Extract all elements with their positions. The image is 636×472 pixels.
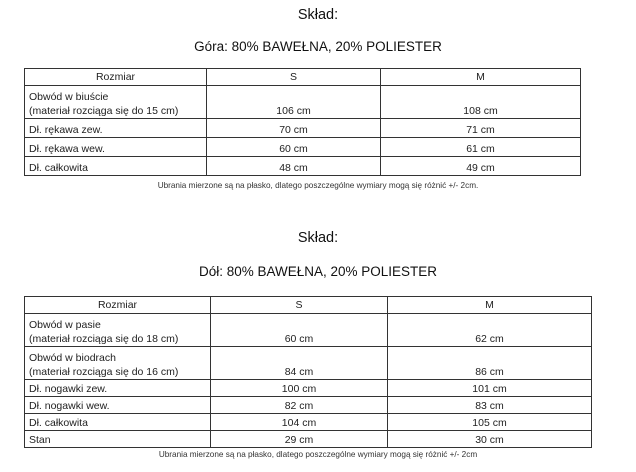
- column-header-s: S: [211, 297, 388, 314]
- row-label: [25, 314, 211, 347]
- cell-m: 71 cm: [381, 119, 581, 138]
- cell-s: 84 cm: [211, 347, 388, 380]
- cell-s: 48 cm: [207, 157, 381, 176]
- cell-s: 70 cm: [207, 119, 381, 138]
- cell-m: 108 cm: [381, 86, 581, 119]
- row-label-line: Obwód w biodrach: [29, 352, 116, 364]
- bottom-composition: Dół: 80% BAWEŁNA, 20% POLIESTER: [198, 264, 438, 279]
- row-label-line: Obwód w biuście: [29, 91, 109, 103]
- table-row: [25, 397, 592, 414]
- cell-s: 106 cm: [207, 86, 381, 119]
- table-row: [25, 347, 592, 380]
- table-row: [25, 414, 592, 431]
- table-row: [25, 431, 592, 448]
- table-row: [25, 314, 592, 347]
- row-label: [25, 86, 207, 119]
- row-label-line: Obwód w pasie: [29, 319, 101, 331]
- column-header-size: Rozmiar: [25, 297, 211, 314]
- column-header-size: Rozmiar: [25, 69, 207, 86]
- row-label: Stan: [25, 431, 211, 448]
- cell-m: 61 cm: [381, 138, 581, 157]
- row-label: Dł. całkowita: [25, 157, 207, 176]
- bottom-size-table: [24, 296, 592, 448]
- row-label: Dł. całkowita: [25, 414, 211, 431]
- cell-m: 49 cm: [381, 157, 581, 176]
- table-row: [25, 86, 581, 119]
- top-composition: Góra: 80% BAWEŁNA, 20% POLIESTER: [194, 39, 442, 54]
- cell-s: 60 cm: [211, 314, 388, 347]
- column-header-s: S: [207, 69, 381, 86]
- top-heading: Skład:: [297, 7, 339, 23]
- cell-m: 101 cm: [388, 380, 592, 397]
- table-row: [25, 138, 581, 157]
- cell-m: 30 cm: [388, 431, 592, 448]
- table-header-row: [25, 297, 592, 314]
- row-label-note: (materiał rozciąga się do 16 cm): [29, 366, 179, 378]
- cell-m: 62 cm: [388, 314, 592, 347]
- cell-m: 86 cm: [388, 347, 592, 380]
- column-header-m: M: [381, 69, 581, 86]
- row-label: Dł. rękawa zew.: [25, 119, 207, 138]
- column-header-m: M: [388, 297, 592, 314]
- row-label: [25, 347, 211, 380]
- bottom-measurement-note: Ubrania mierzone są na płasko, dlatego poszczególne wymiary mogą się różnić +/- 2cm: [158, 450, 478, 459]
- row-label: Dł. rękawa wew.: [25, 138, 207, 157]
- table-row: [25, 119, 581, 138]
- table-row: [25, 380, 592, 397]
- cell-s: 82 cm: [211, 397, 388, 414]
- cell-s: 104 cm: [211, 414, 388, 431]
- row-label-note: (materiał rozciąga się do 18 cm): [29, 333, 179, 345]
- cell-s: 29 cm: [211, 431, 388, 448]
- row-label: Dł. nogawki wew.: [25, 397, 211, 414]
- cell-s: 100 cm: [211, 380, 388, 397]
- table-header-row: [25, 69, 581, 86]
- row-label: Dł. nogawki zew.: [25, 380, 211, 397]
- top-size-table: [24, 68, 581, 176]
- cell-s: 60 cm: [207, 138, 381, 157]
- table-row: [25, 157, 581, 176]
- cell-m: 105 cm: [388, 414, 592, 431]
- top-measurement-note: Ubrania mierzone są na płasko, dlatego poszczególne wymiary mogą się różnić +/- 2cm.: [157, 181, 479, 190]
- cell-m: 83 cm: [388, 397, 592, 414]
- bottom-heading: Skład:: [297, 230, 339, 246]
- row-label-note: (materiał rozciąga się do 15 cm): [29, 105, 179, 117]
